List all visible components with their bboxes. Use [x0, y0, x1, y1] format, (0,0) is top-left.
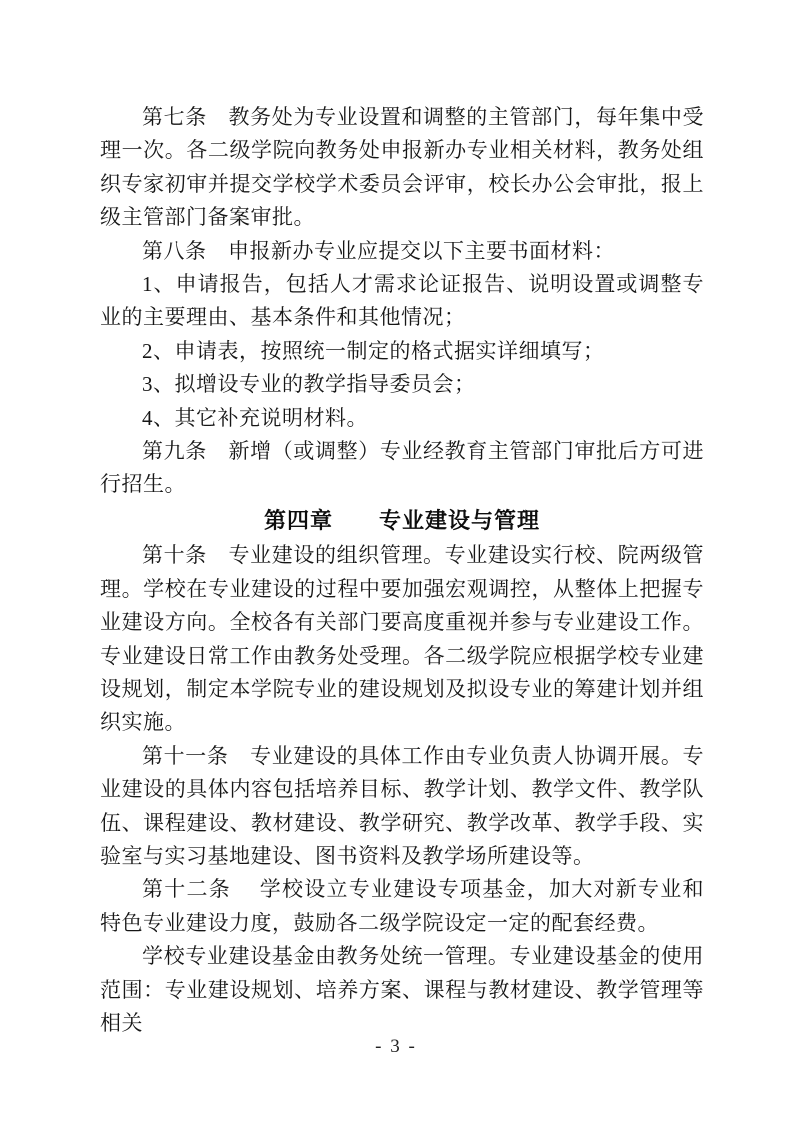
list-item-1: 1、申请报告，包括人才需求论证报告、说明设置或调整专业的主要理由、基本条件和其他情况；	[100, 272, 704, 330]
page-number: - 3 -	[375, 1036, 417, 1057]
list-item-3: 3、拟增设专业的教学指导委员会；	[142, 372, 476, 397]
paragraph-fund-management: 学校专业建设基金由教务处统一管理。专业建设基金的使用范围：专业建设规划、培养方案、课程与教材建设、教学管理等相关	[100, 944, 704, 1035]
paragraph-article-7: 第七条 教务处为专业设置和调整的主管部门，每年集中受理一次。各二级学院向教务处申报新办专业相关材料，教务处组织专家初审并提交学校学术委员会评审，校长办公会审批，报上级主管部门备案审批。	[100, 105, 704, 230]
paragraph-article-8: 第八条 申报新办专业应提交以下主要书面材料：	[142, 238, 615, 263]
document-body	[100, 101, 704, 1040]
paragraph-article-11: 第十一条 专业建设的具体工作由专业负责人协调开展。专业建设的具体内容包括培养目标、教学计划、教学文件、教学队伍、课程建设、教材建设、教学研究、教学改革、教学手段、实验室与实习基地建设、图书资料及教学场所建设等。	[100, 743, 704, 868]
list-item-4: 4、其它补充说明材料。	[142, 405, 368, 430]
chapter-4-heading: 第四章 专业建设与管理	[263, 507, 540, 533]
paragraph-article-10: 第十条 专业建设的组织管理。专业建设实行校、院两级管理。学校在专业建设的过程中要加强宏观调控，从整体上把握专业建设方向。全校各有关部门要高度重视并参与专业建设工作。专业建设日常工作由教务处受理。各二级学院应根据学校专业建设规划，制定本学院专业的建设规划及拟设专业的筹建计划并组织实施。	[100, 543, 704, 735]
list-item-2: 2、申请表，按照统一制定的格式据实详细填写；	[142, 338, 605, 363]
paragraph-article-12: 第十二条 学校设立专业建设专项基金，加大对新专业和特色专业建设力度，鼓励各二级学院设定一定的配套经费。	[100, 877, 704, 935]
paragraph-article-9: 第九条 新增（或调整）专业经教育主管部门审批后方可进行招生。	[100, 439, 704, 497]
